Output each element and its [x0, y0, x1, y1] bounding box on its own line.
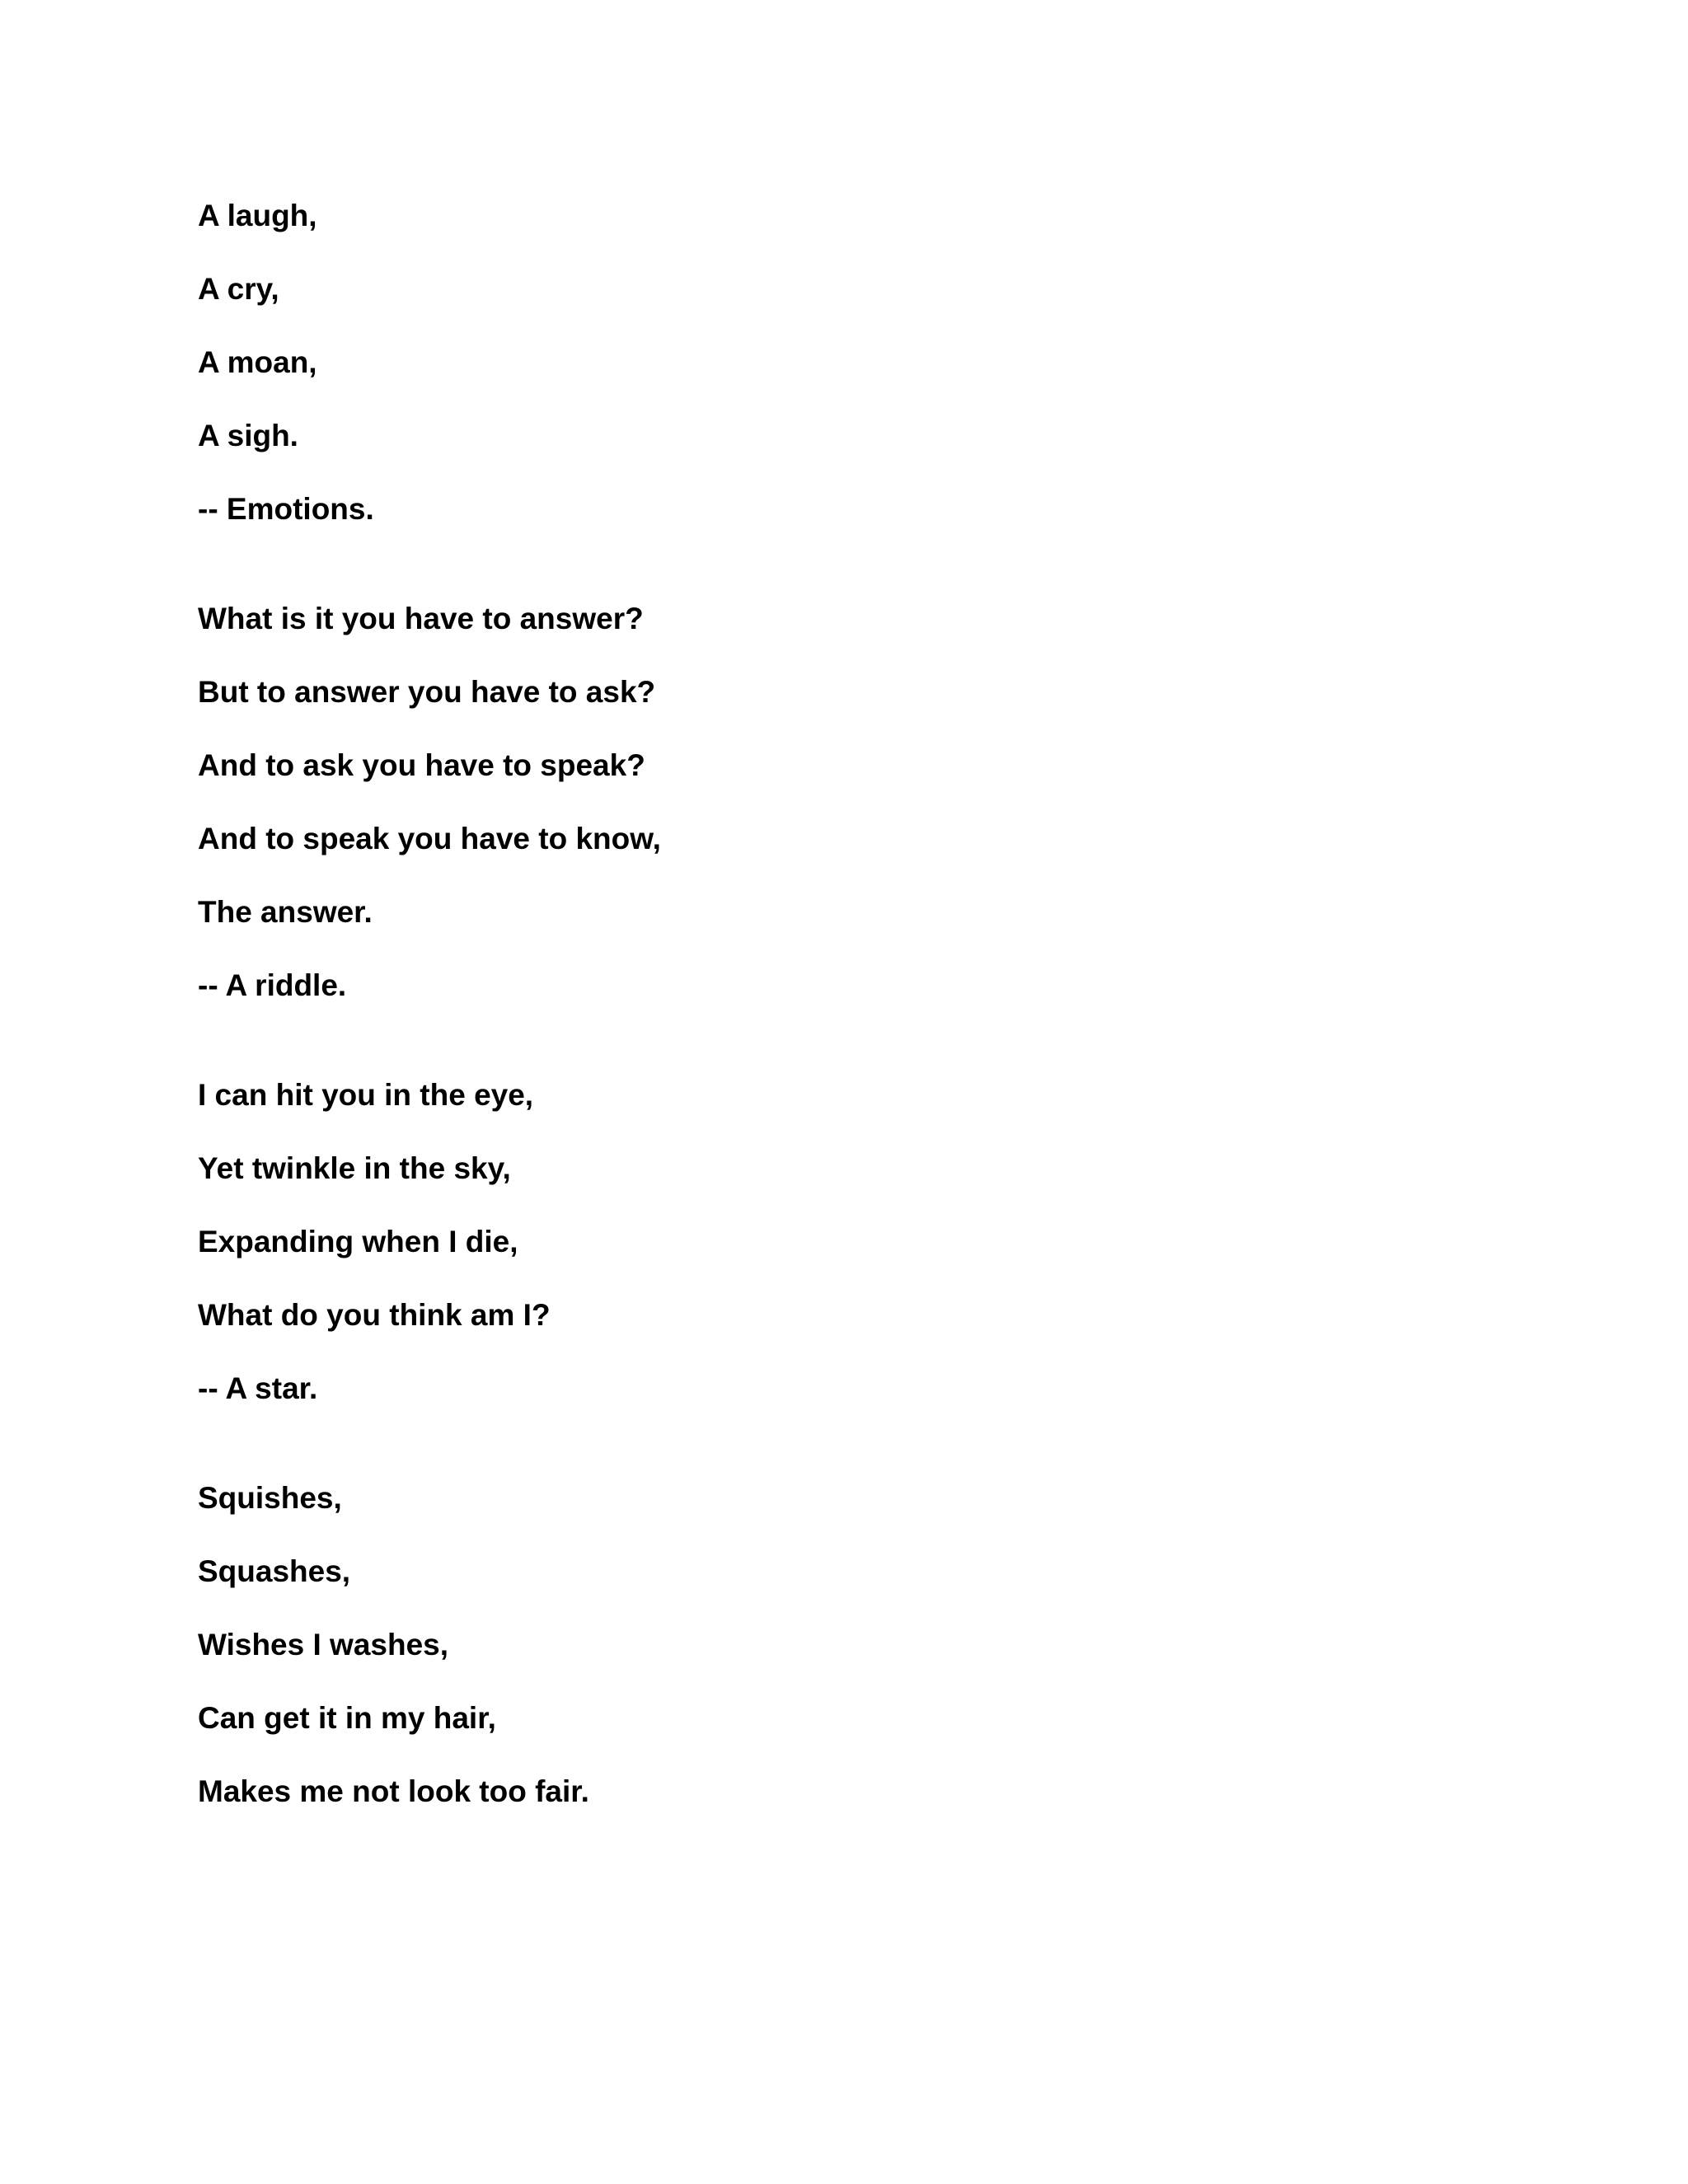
- poem-line: Expanding when I die,: [198, 1225, 518, 1258]
- poem-attribution: -- A riddle.: [198, 968, 347, 1002]
- poem-emotions: [198, 198, 1484, 527]
- poem-line: I can hit you in the eye,: [198, 1078, 534, 1112]
- poem-line: But to answer you have to ask?: [198, 675, 656, 709]
- poem-line: Makes me not look too fair.: [198, 1774, 589, 1808]
- poem-star: [198, 1077, 1484, 1407]
- poem-line: A sigh.: [198, 419, 298, 452]
- poem-line: Squashes,: [198, 1554, 351, 1588]
- poem-attribution: -- Emotions.: [198, 492, 374, 526]
- poem-line: Can get it in my hair,: [198, 1701, 496, 1735]
- poem-line: And to ask you have to speak?: [198, 748, 645, 782]
- poem-line: A moan,: [198, 345, 317, 379]
- poem-line: A laugh,: [198, 199, 317, 232]
- document-body: [198, 198, 1484, 1847]
- poem-attribution: -- A star.: [198, 1371, 318, 1405]
- poem-line: What do you think am I?: [198, 1298, 551, 1332]
- poem-line: Yet twinkle in the sky,: [198, 1151, 511, 1185]
- poem-line: A cry,: [198, 272, 279, 306]
- poem-riddle: [198, 601, 1484, 1004]
- poem-line: The answer.: [198, 895, 373, 929]
- poem-line: Wishes I washes,: [198, 1628, 449, 1661]
- poem-line: What is it you have to answer?: [198, 602, 644, 635]
- poem-line: And to speak you have to know,: [198, 822, 661, 855]
- poem-line: Squishes,: [198, 1481, 342, 1515]
- poem-squishes: [198, 1480, 1484, 1810]
